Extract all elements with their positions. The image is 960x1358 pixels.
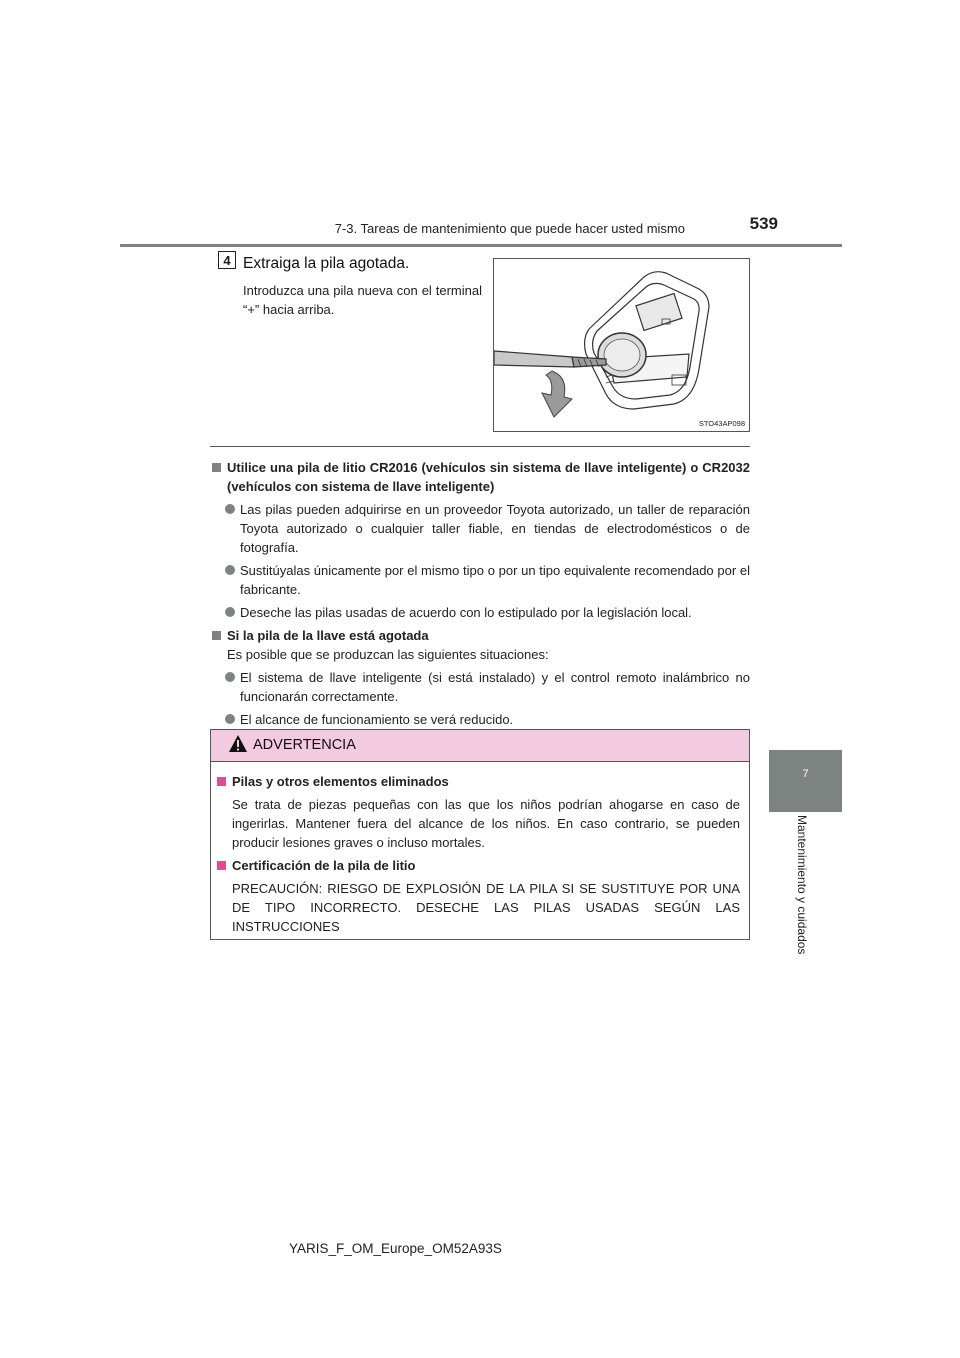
step-description: Introduzca una pila nueva con el terminal “+” hacia arriba. — [243, 283, 482, 317]
note-heading-text: Utilice una pila de litio CR2016 (vehículos sin sistema de llave inteligente) o CR2032 (vehículos con sistema de llave inteligente) — [227, 460, 750, 494]
list-item-text: Deseche las pilas usadas de acuerdo con lo estipulado por la legislación local. — [240, 605, 692, 620]
step-title: Extraiga la pila agotada. — [243, 255, 410, 272]
square-bullet-icon — [217, 777, 226, 786]
list-item — [212, 668, 750, 706]
warning-title: ADVERTENCIA — [253, 737, 356, 753]
square-bullet-icon — [212, 463, 221, 472]
list-item — [212, 710, 750, 729]
warning-item-heading — [217, 856, 740, 875]
key-battery-illustration — [493, 258, 750, 432]
chapter-number: 7 — [802, 768, 809, 780]
list-item-text: Sustitúyalas únicamente por el mismo tipo o por un tipo equivalente recomendado por el fabricante. — [240, 563, 750, 597]
notes-section — [212, 458, 750, 729]
list-item-text: El alcance de funcionamiento se verá reducido. — [240, 712, 514, 727]
page-number: 539 — [749, 214, 778, 233]
warning-body — [211, 762, 749, 936]
note-text: Es posible que se produzcan las siguientes situaciones: — [227, 647, 549, 662]
list-item-text: Las pilas pueden adquirirse en un proveedor Toyota autorizado, un taller de reparación Toyota autorizado o cualquier taller fiable, en tiendas de electrodomésticos o de fotografía. — [240, 502, 750, 555]
square-bullet-icon — [212, 631, 221, 640]
chapter-tab-rule — [769, 810, 842, 812]
warning-triangle-icon — [228, 734, 248, 754]
chapter-title-text: Mantenimiento y cuidados — [795, 815, 809, 955]
header-rule — [120, 244, 842, 247]
chapter-tab — [769, 750, 842, 810]
circle-bullet-icon — [225, 714, 235, 724]
list-item-text: El sistema de llave inteligente (si está instalado) y el control remoto inalámbrico no funcionarán correctamente. — [240, 670, 750, 704]
footer-doc-id: YARIS_F_OM_Europe_OM52A93S — [289, 1241, 502, 1256]
list-item — [212, 500, 750, 557]
warning-header — [211, 730, 749, 762]
header-section-title: 7-3. Tareas de mantenimiento que puede hacer usted mismo — [334, 221, 685, 236]
warning-box — [210, 729, 750, 940]
square-bullet-icon — [217, 861, 226, 870]
warning-item-heading-text: Certificación de la pila de litio — [232, 858, 416, 873]
note-heading — [212, 626, 750, 645]
downward-arrow-icon — [542, 371, 572, 417]
circle-bullet-icon — [225, 504, 235, 514]
chapter-title — [795, 815, 811, 970]
warning-item-text: PRECAUCIÓN: RIESGO DE EXPLOSIÓN DE LA PILA SI SE SUSTITUYE POR UNA DE TIPO INCORRECTO. DESECHE LAS PILAS USADAS SEGÚN LAS INSTRUCCIONES — [232, 881, 740, 934]
warning-item-heading-text: Pilas y otros elementos eliminados — [232, 774, 449, 789]
list-item — [212, 561, 750, 599]
circle-bullet-icon — [225, 607, 235, 617]
warning-item-heading — [217, 772, 740, 791]
note-heading — [212, 458, 750, 496]
section-divider — [210, 446, 750, 447]
circle-bullet-icon — [225, 565, 235, 575]
figure-caption: STO43AP098 — [698, 419, 745, 428]
list-item — [212, 603, 750, 622]
step-number-badge: 4 — [218, 251, 236, 269]
warning-item-text: Se trata de piezas pequeñas con las que los niños podrían ahogarse en caso de ingerirlas. Mantener fuera del alcance de los niños. En caso contrario, se pueden producir lesiones graves o incluso mortales. — [232, 797, 740, 850]
circle-bullet-icon — [225, 672, 235, 682]
key-fob-drawing — [494, 259, 749, 431]
note-heading-text: Si la pila de la llave está agotada — [227, 628, 429, 643]
